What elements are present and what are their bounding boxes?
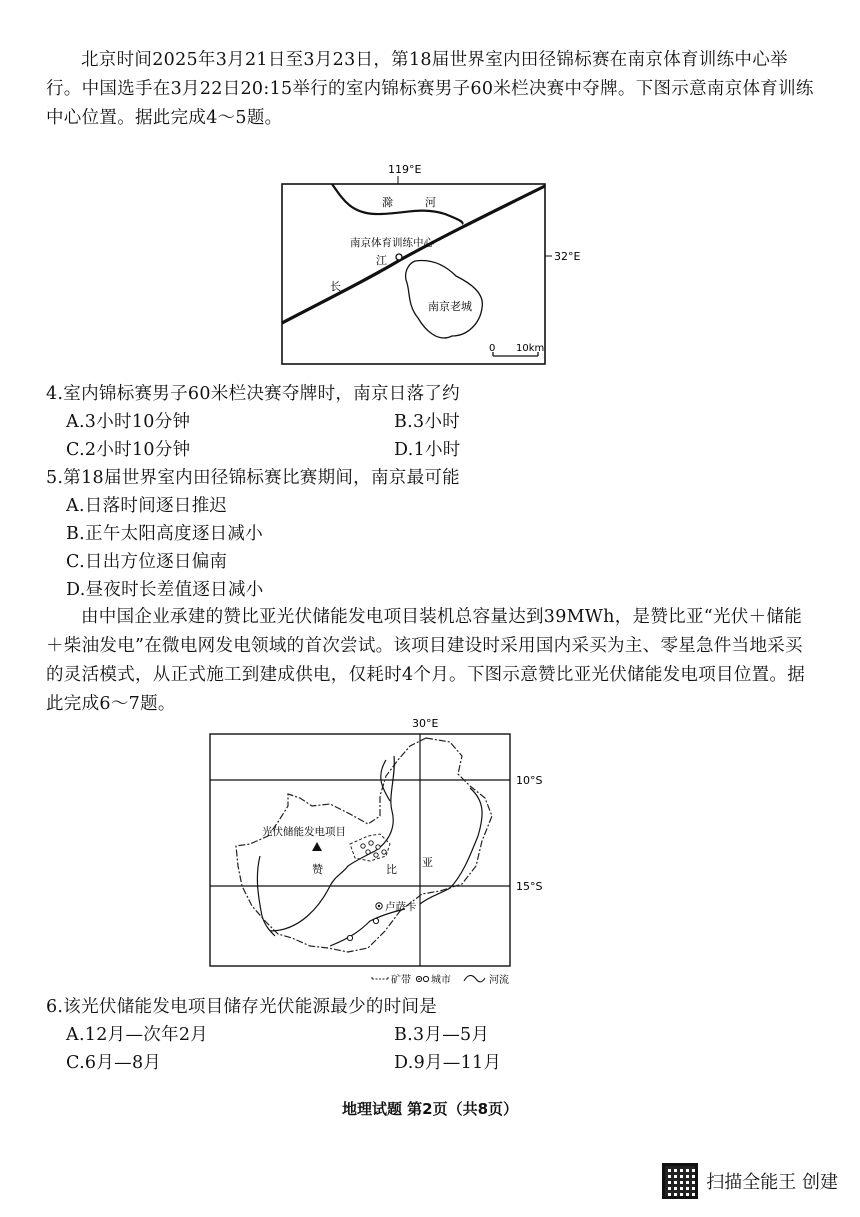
qr-code-icon: [662, 1163, 698, 1199]
scanner-label: 扫描全能王 创建: [706, 1172, 838, 1193]
q5-option-d: D.昼夜时长差值逐日减小: [66, 580, 264, 600]
q6-stem: 6.该光伏储能发电项目储存光伏能源最少的时间是: [46, 997, 438, 1017]
nanjing-map: [270, 158, 600, 370]
q4-option-c: C.2小时10分钟: [66, 440, 191, 460]
legend-mine-symbol: [372, 976, 388, 979]
legend-river: 河流: [489, 975, 509, 986]
q5-option-b: B.正午太阳高度逐日减小: [66, 524, 264, 544]
q4-option-a: A.3小时10分钟: [66, 412, 191, 432]
country-char-1: 赞: [312, 863, 323, 876]
country-char-3: 亚: [422, 856, 433, 869]
copper-belt: [350, 834, 390, 861]
map1-lat-label: 32°E: [554, 250, 581, 263]
zambia-map: [200, 716, 570, 991]
country-char-2: 比: [386, 863, 397, 876]
scale-label: 10km: [516, 343, 545, 354]
legend-city: 城市: [431, 975, 451, 986]
q6-option-c: C.6月—8月: [66, 1053, 162, 1073]
q6-option-d: D.9月—11月: [394, 1053, 502, 1073]
lat2-label: 15°S: [516, 880, 543, 893]
q5-option-a: A.日落时间逐日推迟: [66, 496, 228, 516]
chu-char-2: 河: [425, 196, 436, 209]
map2-lon-label: 30°E: [412, 717, 439, 730]
river-2: [257, 856, 275, 936]
center-marker: [396, 254, 402, 260]
lusaka-label: 卢萨卡: [385, 901, 417, 913]
page-footer: 地理试题 第2页（共8页）: [341, 1100, 519, 1118]
scanner-watermark: [662, 1163, 838, 1199]
chu-river: [332, 184, 463, 224]
yangtze-river: [282, 186, 545, 323]
yangtze-char-1: 长: [330, 280, 341, 293]
yangtze-char-2: 江: [376, 254, 387, 267]
passage-1: 北京时间2025年3月21日至3月23日，第18届世界室内田径锦标赛在南京体育训练中心举行。中国选手在3月22日20:15举行的室内锦标赛男子60米栏决赛中夺牌。下图示意南京体育训练中心位置。据此完成4～5题。: [46, 50, 814, 128]
q6-option-b: B.3月—5月: [394, 1025, 490, 1045]
lat1-label: 10°S: [516, 774, 543, 787]
river-6: [330, 909, 405, 946]
center-label: 南京体育训练中心: [350, 237, 434, 249]
chu-char-1: 滁: [382, 196, 393, 209]
passage-2: 由中国企业承建的赞比亚光伏储能发电项目装机总容量达到39MWh，是赞比亚“光伏＋储能＋柴油发电”在微电网发电领域的首次尝试。该项目建设时采用国内采买为主、零星急件当地采买的灵活模式，从正式施工到建成供电，仅耗时4个月。下图示意赞比亚光伏储能发电项目位置。据此完成6～7题。: [46, 607, 806, 714]
project-marker: [312, 842, 322, 851]
q5-option-c: C.日出方位逐日偏南: [66, 552, 228, 572]
map1-lon-label: 119°E: [388, 163, 422, 176]
q6-option-a: A.12月—次年2月: [66, 1025, 209, 1045]
legend-mine: 矿带: [391, 975, 411, 986]
q4-option-b: B.3小时: [394, 412, 461, 432]
project-label: 光伏储能发电项目: [262, 826, 346, 838]
q4-option-d: D.1小时: [394, 440, 461, 460]
river-3: [375, 756, 394, 851]
old-city-label: 南京老城: [428, 300, 472, 313]
legend-river-symbol: [464, 975, 485, 981]
scale-zero: 0: [489, 343, 496, 354]
q5-stem: 5.第18届世界室内田径锦标赛比赛期间，南京最可能: [46, 468, 460, 488]
q4-stem: 4.室内锦标赛男子60米栏决赛夺牌时，南京日落了约: [46, 384, 460, 404]
